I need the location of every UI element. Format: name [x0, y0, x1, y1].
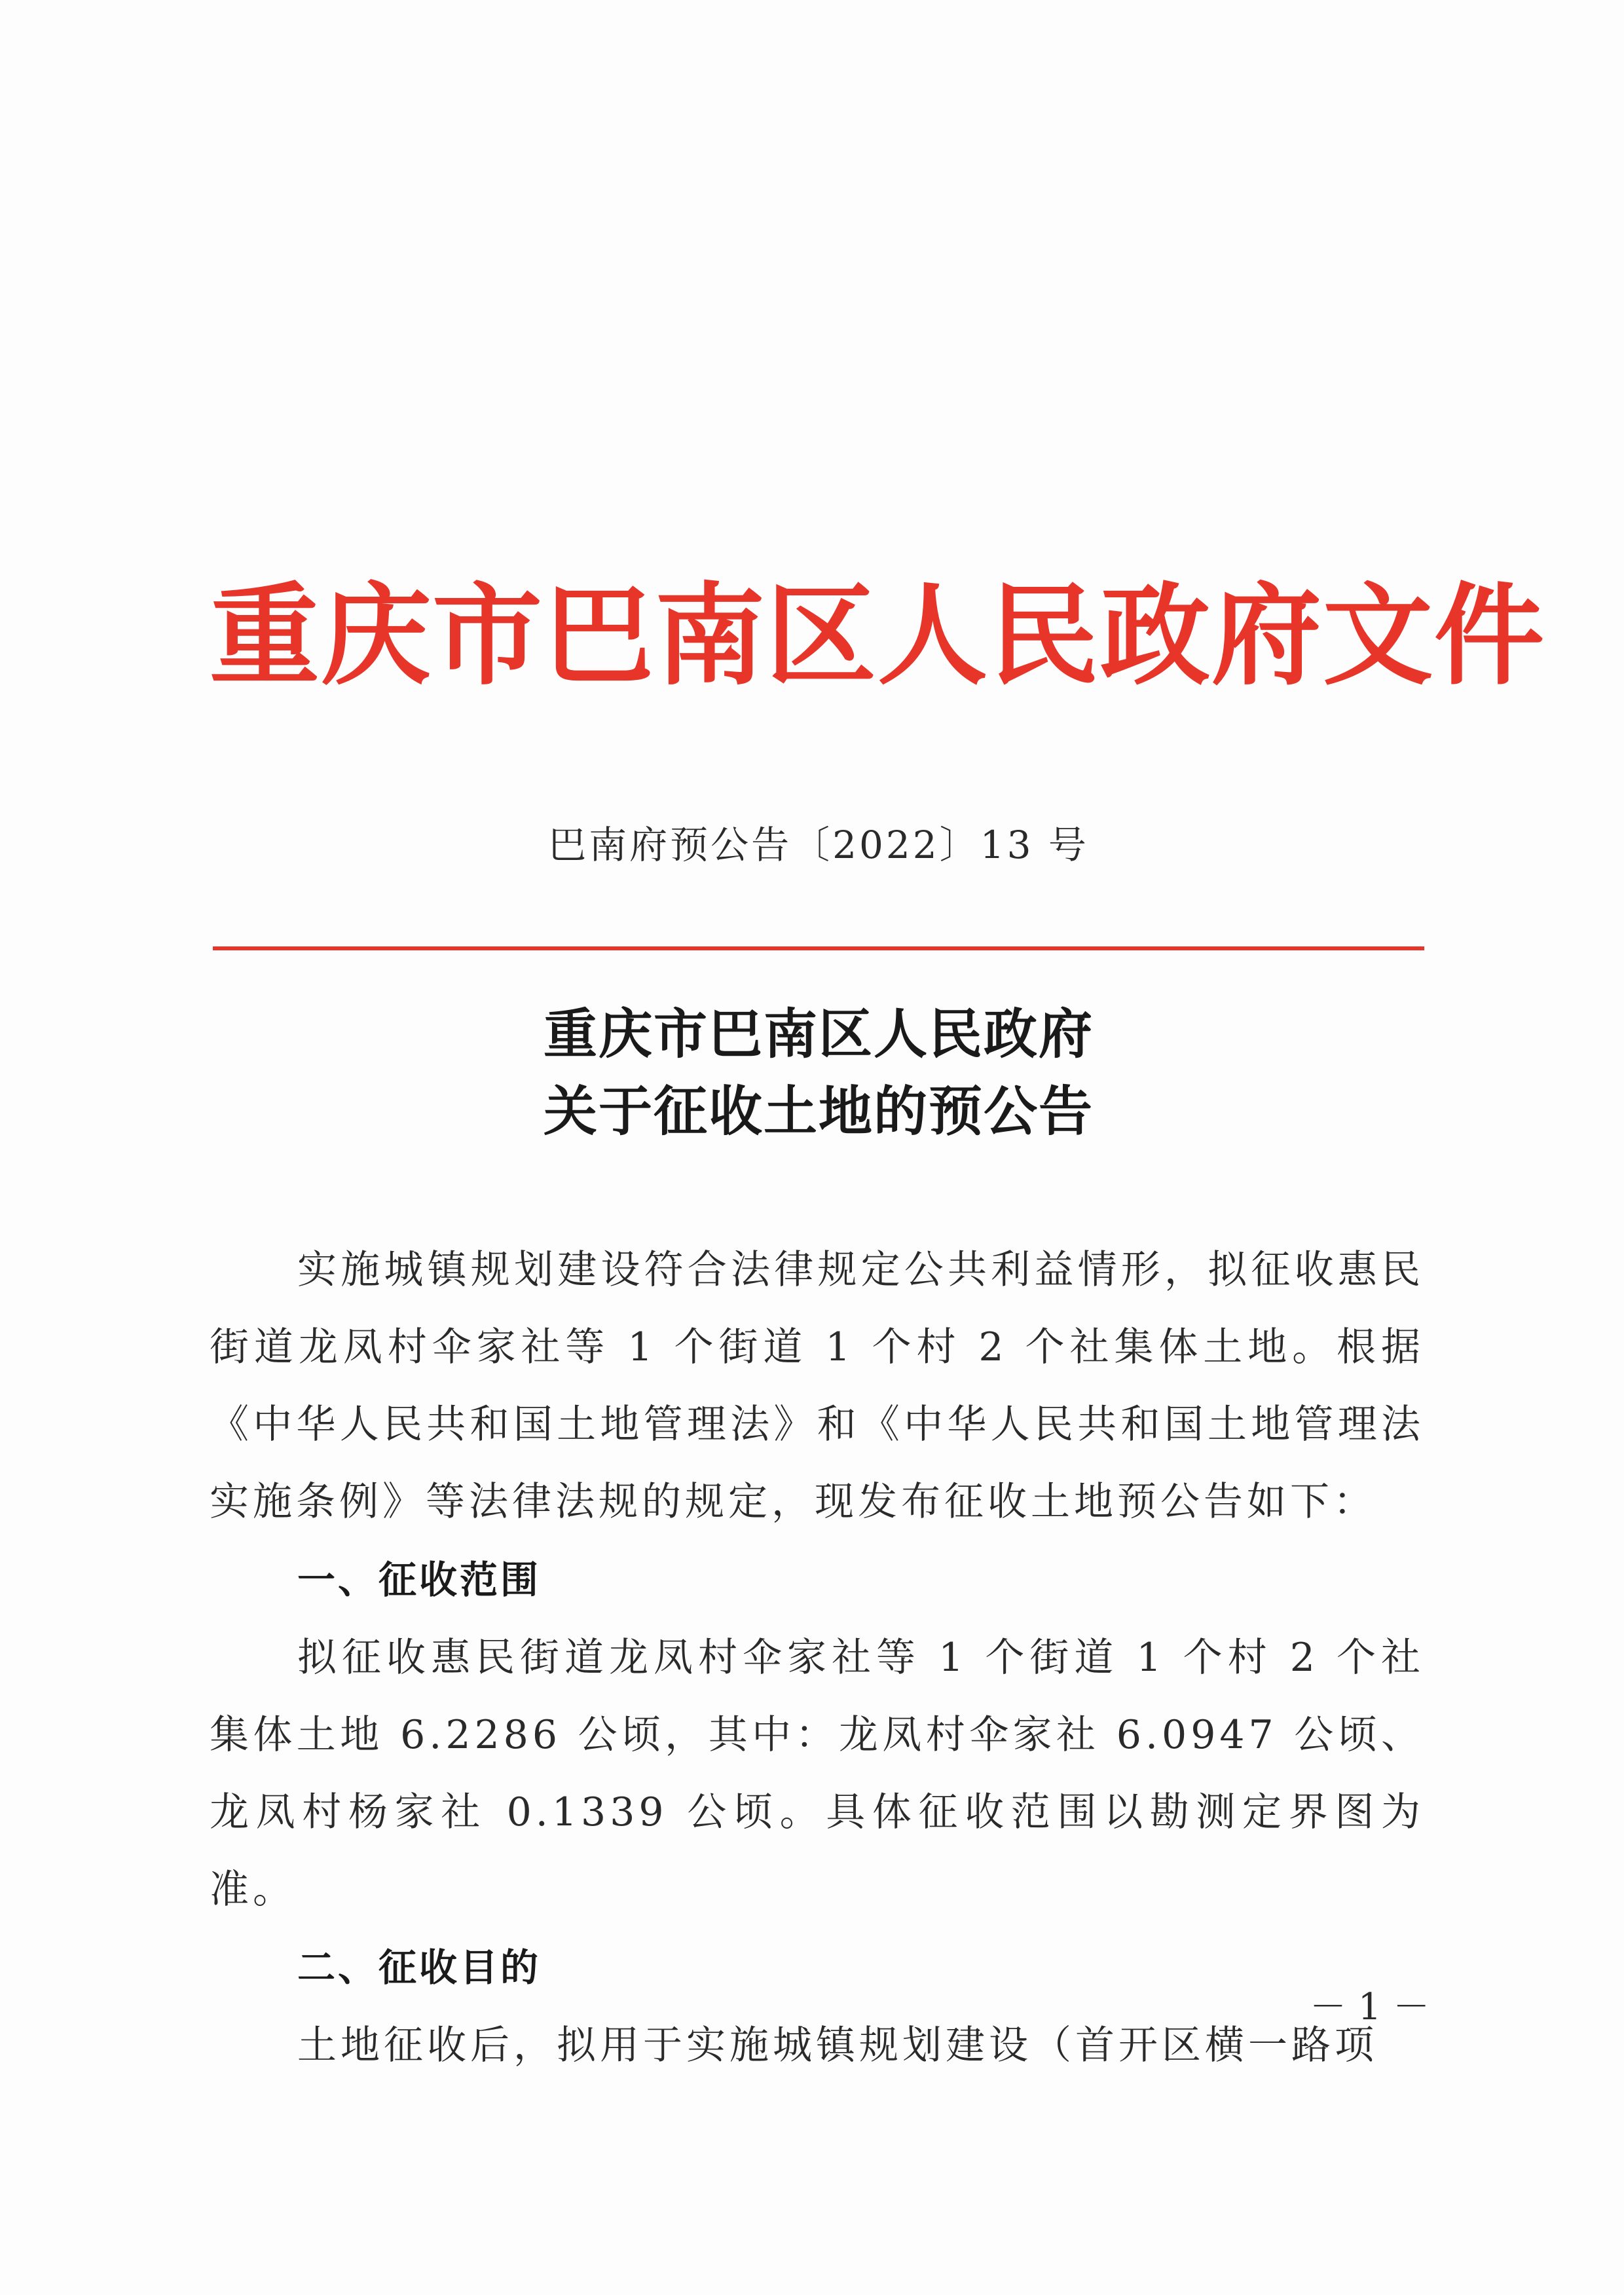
notice-title-line-1: 重庆市巴南区人民政府 [543, 1003, 1094, 1066]
intro-paragraph: 实施城镇规划建设符合法律规定公共利益情形，拟征收惠民街道龙凤村伞家社等 1 个街道 1 个村 2 个社集体土地。根据《中华人民共和国土地管理法》和《中华人民共和国土地管理法实施条例》等法律法规的规定，现发布征收土地预公告如下： [210, 1247, 1424, 1525]
section-text-scope: 拟征收惠民街道龙凤村伞家社等 1 个街道 1 个村 2 个社集体土地 6.2286 公顷，其中：龙凤村伞家社 6.0947 公顷、龙凤村杨家社 0.1339 公顷。具体征收范围以勘测定界图为准。 [210, 1635, 1424, 1912]
notice-title [210, 996, 1428, 1150]
notice-body [210, 1231, 1424, 2084]
section-text-purpose: 土地征收后，拟用于实施城镇规划建设（首开区横一路项 [297, 2023, 1378, 2068]
page-number: － 1 － [1310, 1986, 1430, 2028]
red-divider-line [213, 946, 1424, 950]
section-heading-scope: 一、征收范围 [297, 1558, 542, 1602]
section-heading-purpose: 二、征收目的 [297, 1945, 542, 1990]
document-number: 巴南府预公告〔2022〕13 号 [548, 823, 1089, 867]
notice-title-line-2: 关于征收土地的预公告 [543, 1080, 1094, 1143]
document-masthead: 重庆市巴南区人民政府文件 [210, 570, 1545, 700]
